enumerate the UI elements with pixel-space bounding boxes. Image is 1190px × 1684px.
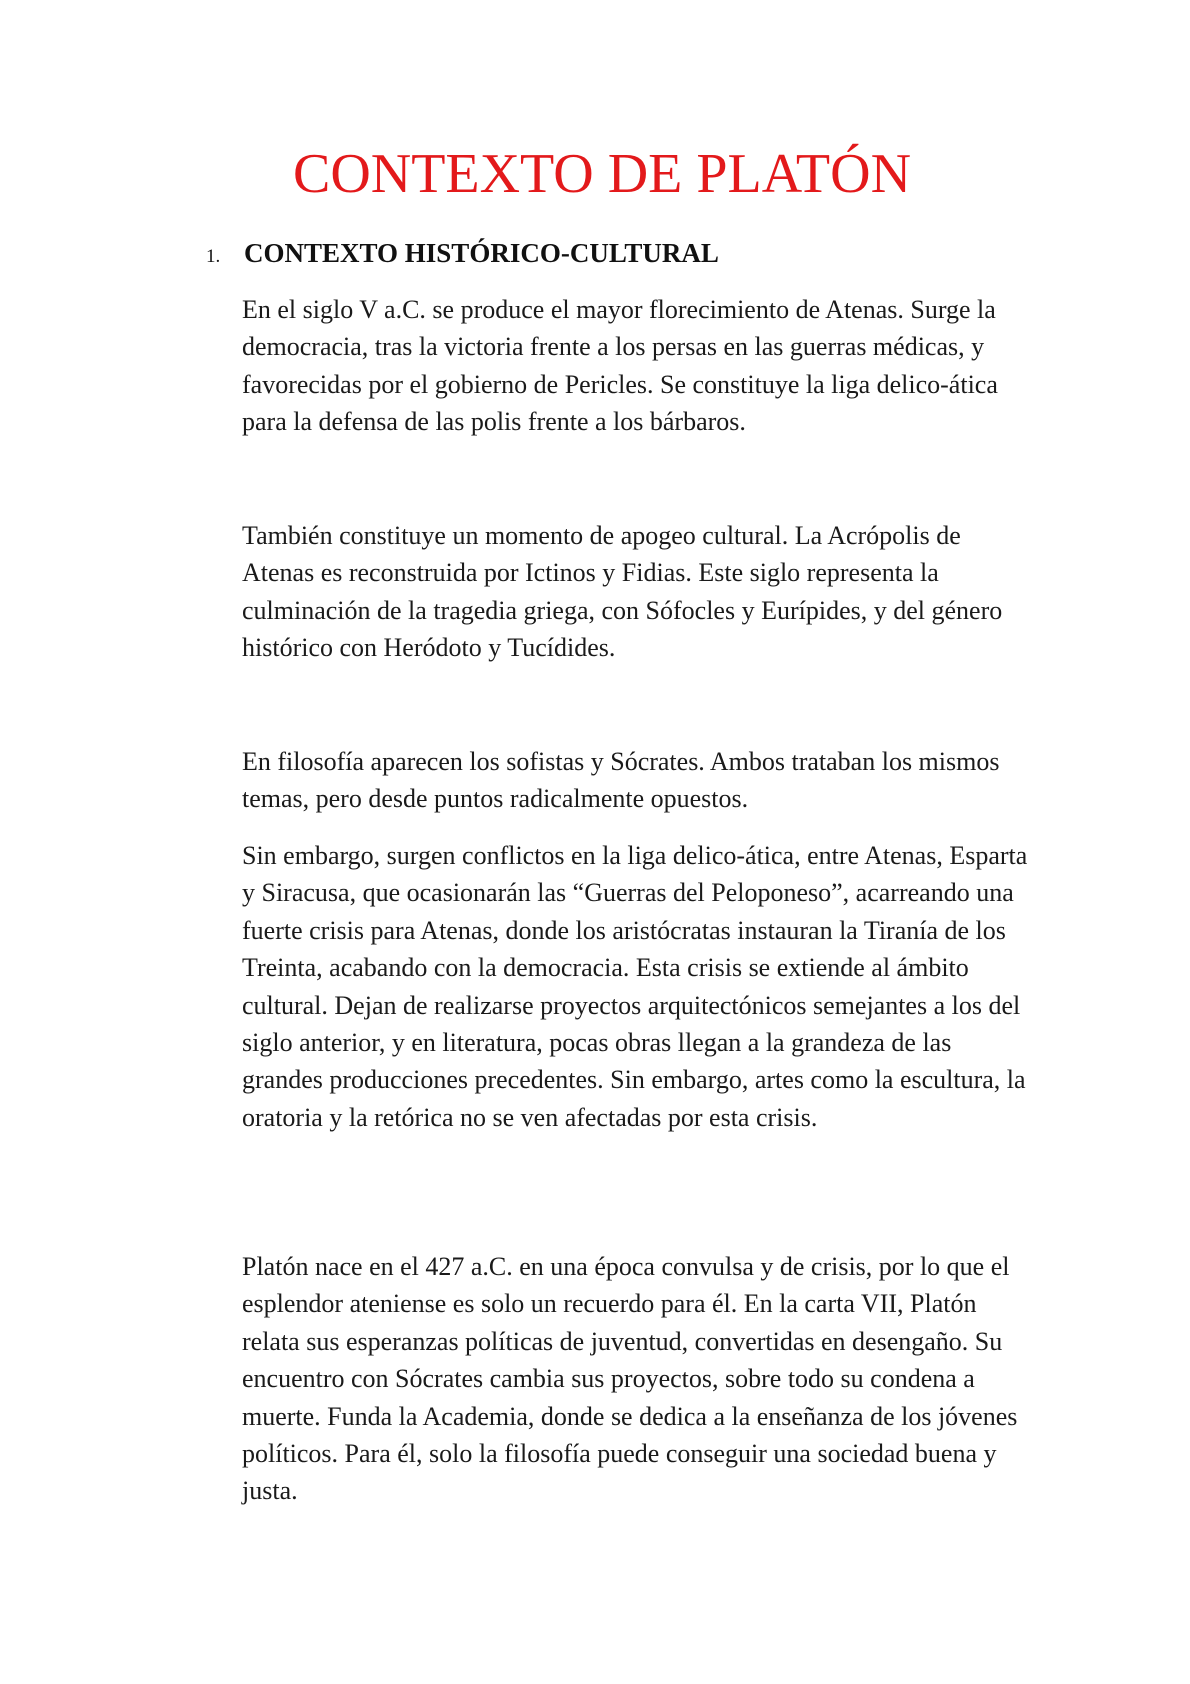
page-title: CONTEXTO DE PLATÓN [292, 143, 912, 205]
section-number: 1. [206, 246, 221, 267]
section-heading [206, 236, 719, 274]
paragraph-philosophy: En filosofía aparecen los sofistas y Sócrates. Ambos trataban los mismos temas, pero desde puntos radicalmente opuestos. [242, 747, 1000, 814]
paragraph-political-context: En el siglo V a.C. se produce el mayor florecimiento de Atenas. Surge la democracia, tras la victoria frente a los persas en las guerras médicas, y favorecidas por el gobierno de Pericles. Se constituye la liga delico-ática para la defensa de las polis frente a los bárbaros. [242, 295, 998, 437]
paragraph-plato-biography: Platón nace en el 427 a.C. en una época convulsa y de crisis, por lo que el esplendor ateniense es solo un recuerdo para él. En la carta VII, Platón relata sus esperanzas políticas de juventud, convertidas en desengaño. Su encuentro con Sócrates cambia sus proyectos, sobre todo su condena a muerte. Funda la Academia, donde se dedica a la enseñanza de los jóvenes políticos. Para él, solo la filosofía puede conseguir una sociedad buena y justa. [242, 1252, 1018, 1506]
section-heading-text: CONTEXTO HISTÓRICO-CULTURAL [244, 238, 719, 268]
paragraph-cultural-apogee: También constituye un momento de apogeo cultural. La Acrópolis de Atenas es reconstruida por Ictinos y Fidias. Este siglo representa la culminación de la tragedia griega, con Sófocles y Eurípides, y del género histórico con Heródoto y Tucídides. [242, 521, 1003, 663]
paragraph-crisis: Sin embargo, surgen conflictos en la liga delico-ática, entre Atenas, Esparta y Siracusa, que ocasionarán las “Guerras del Peloponeso”, acarreando una fuerte crisis para Atenas, donde los aristócratas instauran la Tiranía de los Treinta, acabando con la democracia. Esta crisis se extiende al ámbito cultural. Dejan de realizarse proyectos arquitectónicos semejantes a los del siglo anterior, y en literatura, pocas obras llegan a la grandeza de las grandes producciones precedentes. Sin embargo, artes como la escultura, la oratoria y la retórica no se ven afectadas por esta crisis. [242, 841, 1028, 1132]
